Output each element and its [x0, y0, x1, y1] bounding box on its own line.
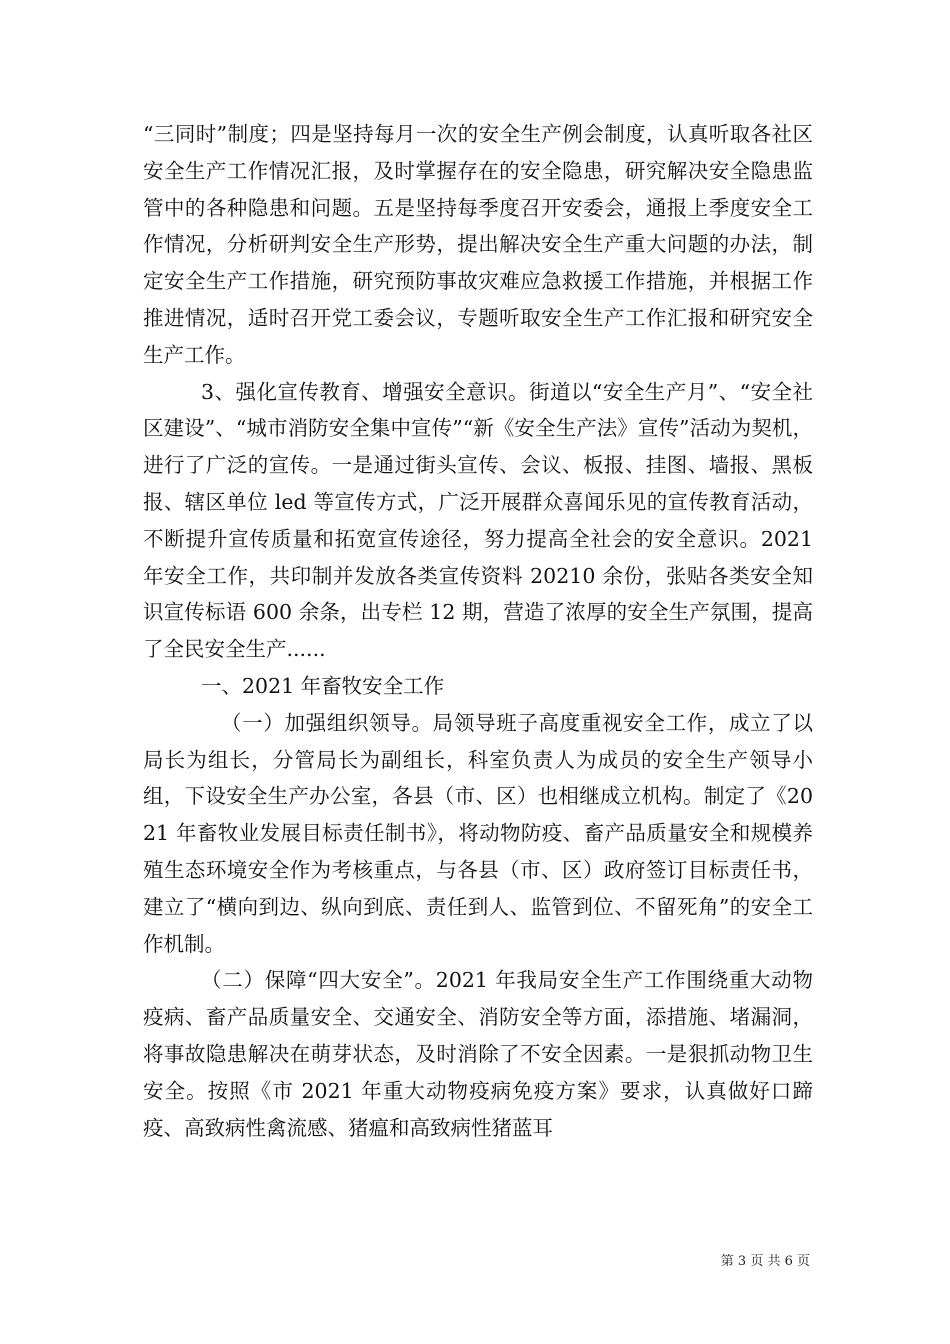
paragraph-safety-meeting-system: “三同时”制度；四是坚持每月一次的安全生产例会制度，认真听取各社区安全生产工作情况汇报，及时掌握存在的安全隐患，研究解决安全隐患监管中的各种隐患和问题。五是坚持每季度召开安委会，通报上季度安全工作情况，分析研判安全生产形势，提出解决安全生产重大问题的办法，制定安全生产工作措施，研究预防事故灾难应急救援工作措施，并根据工作推进情况，适时召开党工委会议，专题听取安全生产工作汇报和研究安全生产工作。	[143, 122, 813, 367]
paragraph-organization-leadership: （一）加强组织领导。局领导班子高度重视安全工作，成立了以局长为组长，分管局长为副组长，科室负责人为成员的安全生产领导小组，下设安全生产办公室，各县（市、区）也相继成立机构。制定了《2021 年畜牧业发展目标责任制书》，将动物防疫、畜产品质量安全和规模养殖生态环境安全作为考核重点，与各县（市、区）政府签订目标责任书，建立了“横向到边、纵向到底、责任到人、监管到位、不留死角”的安全工作机制。	[143, 710, 813, 956]
section-heading-livestock-safety: 一、2021 年畜牧安全工作	[201, 673, 445, 698]
paragraph-publicity-education: 3、强化宣传教育、增强安全意识。街道以“安全生产月”、“安全社区建设”、“城市消防安全集中宣传”“新《安全生产法》宣传”活动为契机，进行了广泛的宣传。一是通过街头宣传、会议、板报、挂图、墙报、黑板报、辖区单位 led 等宣传方式，广泛开展群众喜闻乐见的宣传教育活动，不断提升宣传质量和拓宽宣传途径，努力提高全社会的安全意识。2021 年安全工作，共印制并发放各类宣传资料 20210 余份，张贴各类安全知识宣传标语 600 余条，出专栏 12 期，营造了浓厚的安全生产氛围，提高了全民安全生产......	[143, 379, 820, 662]
document-body	[143, 116, 820, 1146]
page-number: 第 3 页 共 6 页	[720, 1254, 810, 1269]
paragraph-four-safeties: （二）保障“四大安全”。2021 年我局安全生产工作围绕重大动物疫病、畜产品质量安全、交通安全、消防安全等方面，添措施、堵漏洞，将事故隐患解决在萌芽状态，及时消除了不安全因素。一是狠抓动物卫生安全。按照《市 2021 年重大动物疫病免疫方案》要求，认真做好口蹄疫、高致病性禽流感、猪瘟和高致病性猪蓝耳	[143, 968, 813, 1140]
